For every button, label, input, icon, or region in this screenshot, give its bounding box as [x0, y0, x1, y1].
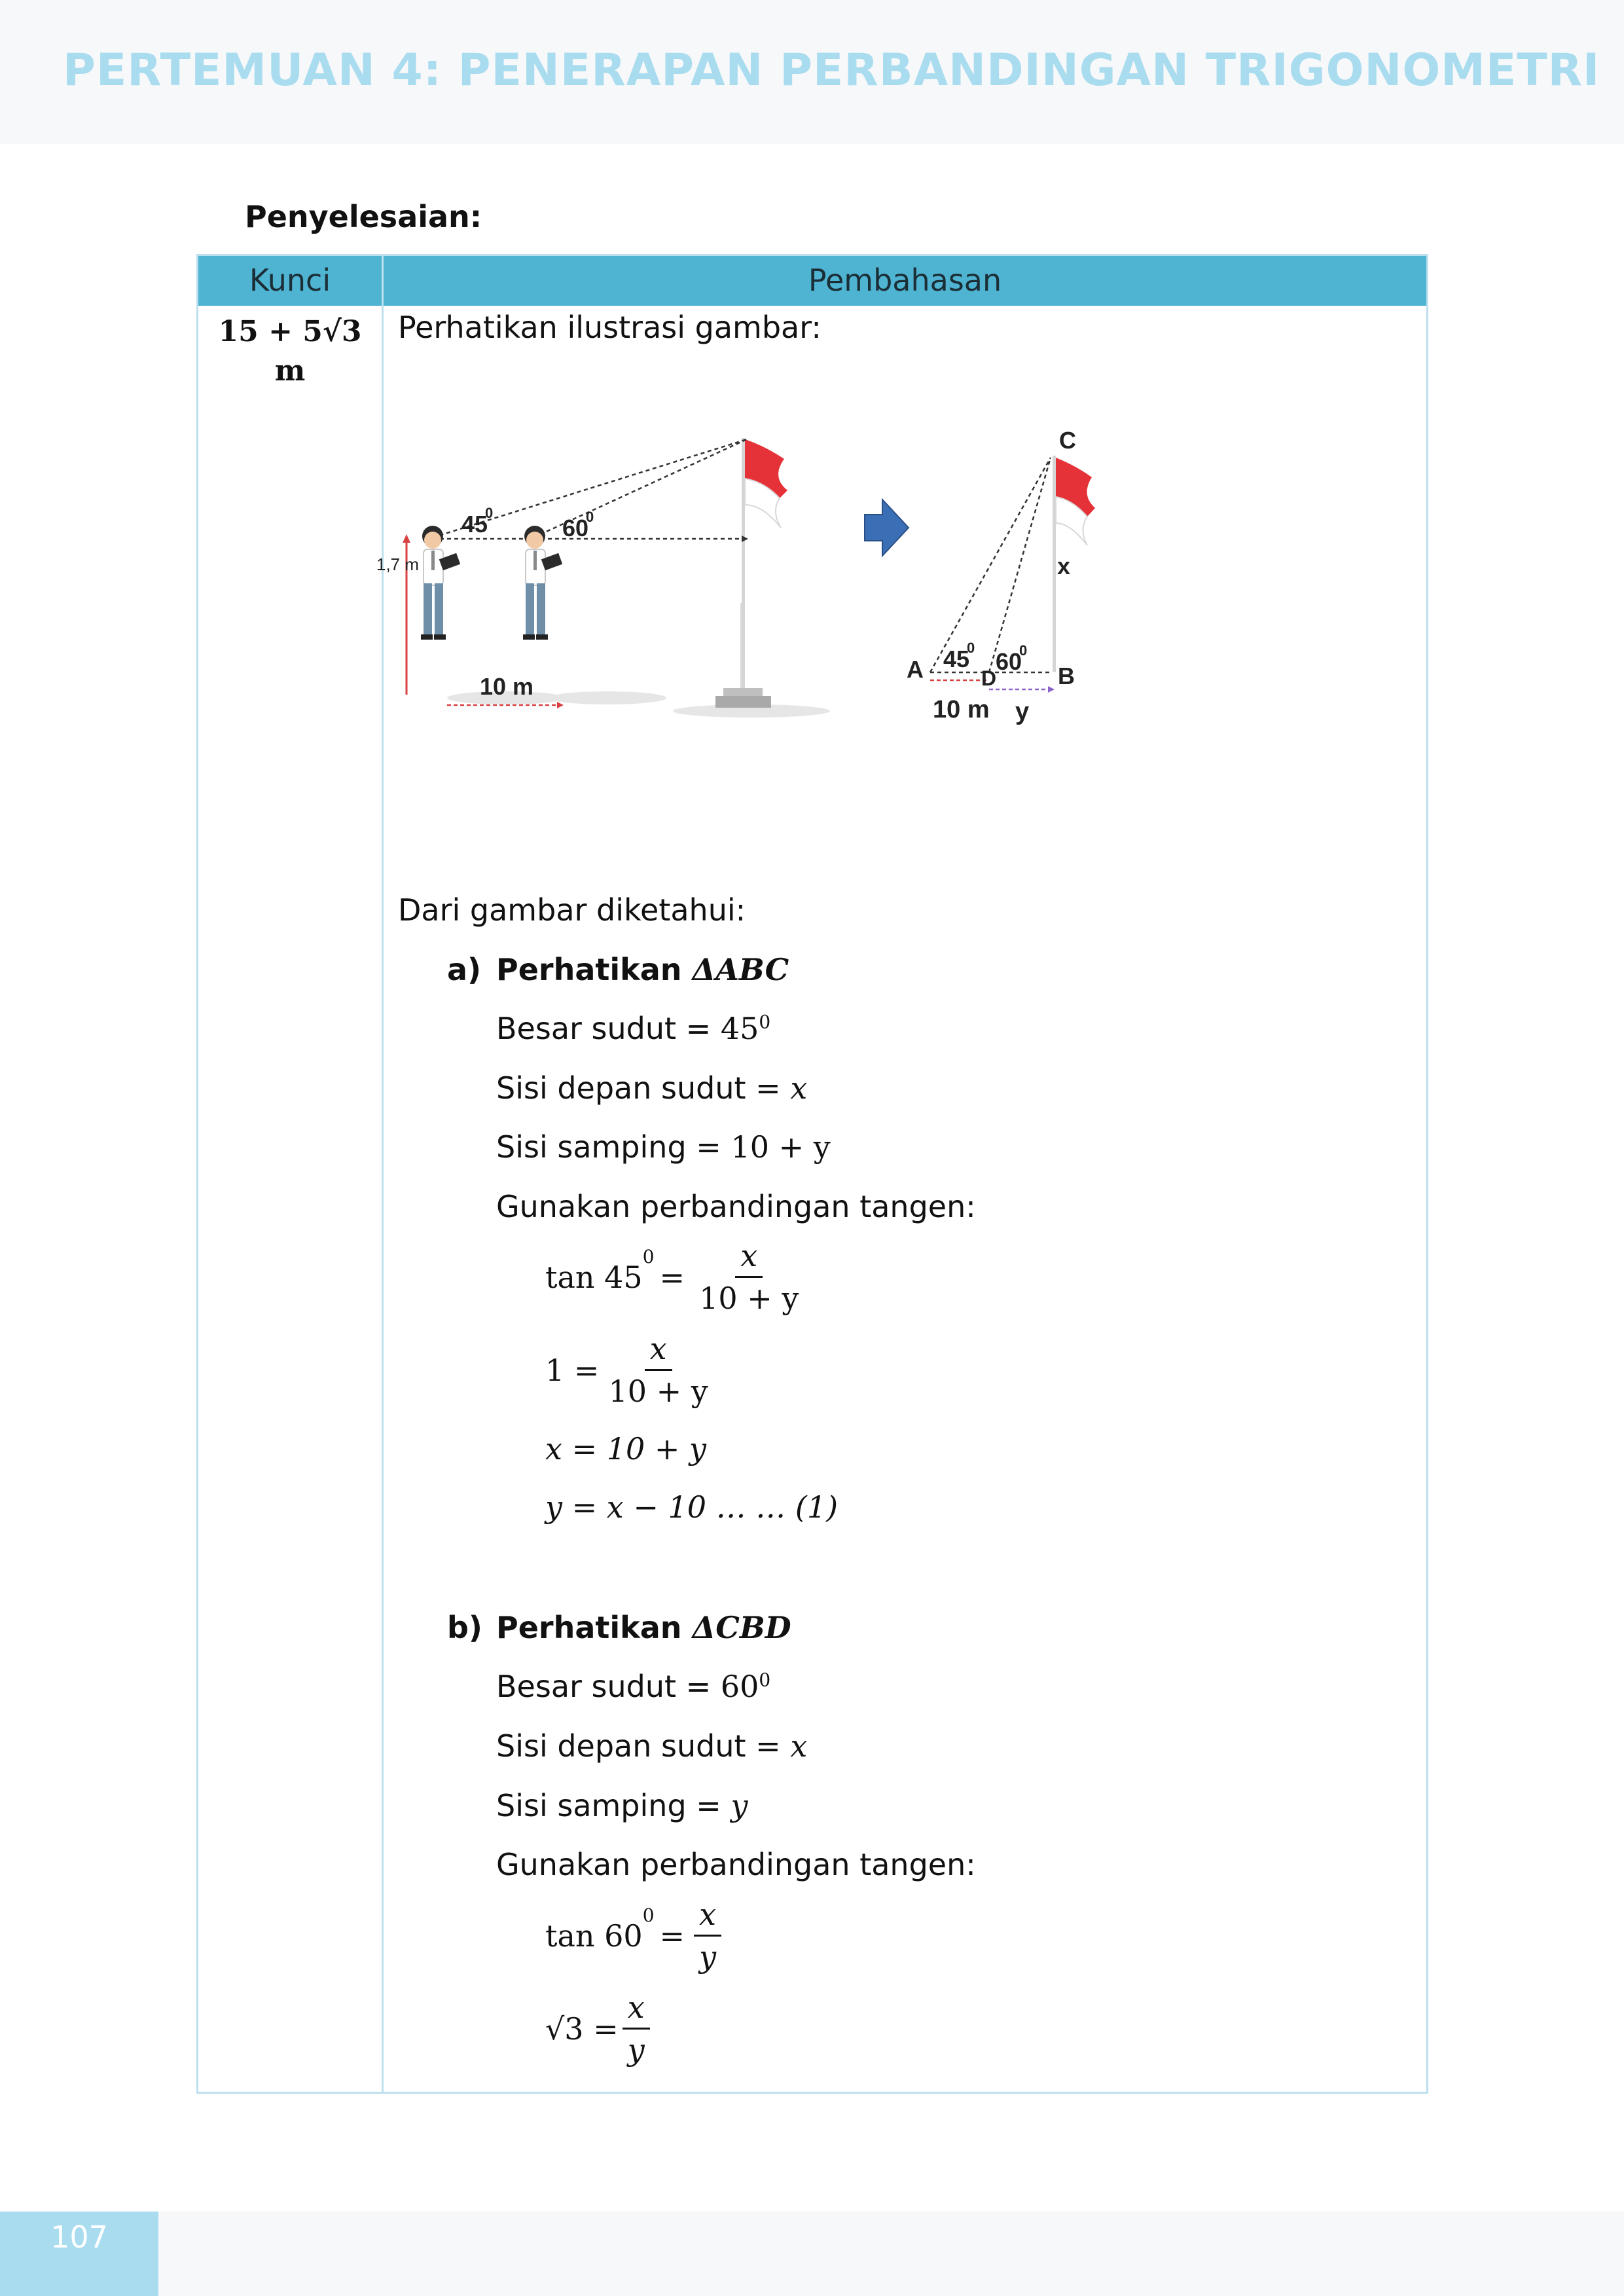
pole-cb	[1053, 456, 1056, 672]
part-b-method: Gunakan perbandingan tangen:	[496, 1847, 976, 1882]
flagpole-base	[715, 696, 771, 708]
part-a-marker: a)	[447, 952, 482, 987]
part-b-equation-1: tan 60 $^0$ = $\frac{x}{y}$	[545, 1897, 725, 1975]
part-b-opposite: Sisi depan sudut = x	[496, 1728, 808, 1764]
angle-sup-60-right: 0	[1019, 642, 1028, 659]
student-2	[523, 526, 562, 640]
part-a-equation-3: x = 10 + y	[545, 1431, 707, 1467]
distance-label-left: 10 m	[480, 673, 534, 700]
part-a-angle: Besar sudut = $45^0$	[496, 1011, 771, 1046]
answer-key-value: 15 + 5√3	[218, 315, 362, 348]
part-a-adjacent: Sisi samping = 10 + y	[496, 1129, 831, 1165]
answer-key	[198, 312, 382, 391]
column-divider	[382, 256, 384, 2092]
triangle-diagram	[907, 427, 1095, 725]
known-label: Dari gambar diketahui:	[398, 892, 746, 928]
part-b-equation-2: √3 = $\frac{x}{y}$	[545, 1990, 654, 2068]
point-a: A	[907, 656, 924, 683]
angle-sup-45: 0	[485, 505, 494, 521]
point-d: D	[981, 666, 997, 690]
side-y-label: y	[1015, 698, 1030, 725]
flagpole	[742, 438, 745, 700]
flagpole-scene	[376, 438, 830, 718]
column-header-kunci: Kunci	[249, 263, 331, 298]
column-header-pembahasan: Pembahasan	[808, 263, 1002, 298]
illustration	[376, 420, 1422, 760]
page-footer	[0, 2212, 1624, 2296]
part-a-equation-1: tan 45 $^0$ = $\frac{x}{10 + y}$	[545, 1238, 799, 1316]
side-x-label: x	[1057, 553, 1071, 579]
angle-label-45: 45	[461, 511, 488, 538]
arrow-right-icon	[865, 500, 909, 556]
triangle-abc: ΔABC	[692, 952, 789, 987]
part-b-adjacent: Sisi samping = y	[496, 1788, 748, 1823]
section-label: Penyelesaian:	[245, 199, 482, 234]
angle-sup-60: 0	[586, 509, 594, 525]
intro-text: Perhatikan ilustrasi gambar:	[398, 310, 821, 345]
part-b-marker: b)	[447, 1610, 482, 1645]
part-a-equation-4: y = x − 10 … … (1)	[545, 1489, 839, 1525]
chapter-title: PERTEMUAN 4: PENERAPAN PERBANDINGAN TRIGONOMETRI	[63, 45, 1600, 96]
angle-label-60-right: 60	[996, 648, 1022, 675]
part-b-angle: Besar sudut = $60^0$	[496, 1669, 771, 1704]
angle-label-60: 60	[562, 515, 589, 541]
page-number: 107	[50, 2219, 108, 2255]
part-a-equation-2: 1 = $\frac{x}{10 + y}$	[545, 1331, 708, 1409]
student-1	[421, 526, 460, 640]
point-b: B	[1058, 663, 1075, 689]
triangle-cbd: ΔCBD	[692, 1610, 791, 1645]
part-a-title: Perhatikan ΔABC	[496, 952, 789, 987]
line-ac	[930, 458, 1051, 672]
solution-table	[196, 254, 1428, 2094]
angle-sup-45-right: 0	[967, 640, 975, 656]
page-header	[0, 0, 1624, 144]
line-dc	[989, 458, 1051, 672]
height-label: 1,7 m	[376, 555, 420, 574]
part-b-title: Perhatikan ΔCBD	[496, 1610, 791, 1645]
part-a-method: Gunakan perbandingan tangen:	[496, 1189, 976, 1224]
point-c: C	[1059, 427, 1076, 454]
part-a-opposite: Sisi depan sudut = x	[496, 1070, 808, 1106]
answer-key-unit: m	[274, 354, 306, 388]
distance-label-right: 10 m	[933, 696, 990, 723]
angle-label-45-right: 45	[943, 646, 970, 672]
